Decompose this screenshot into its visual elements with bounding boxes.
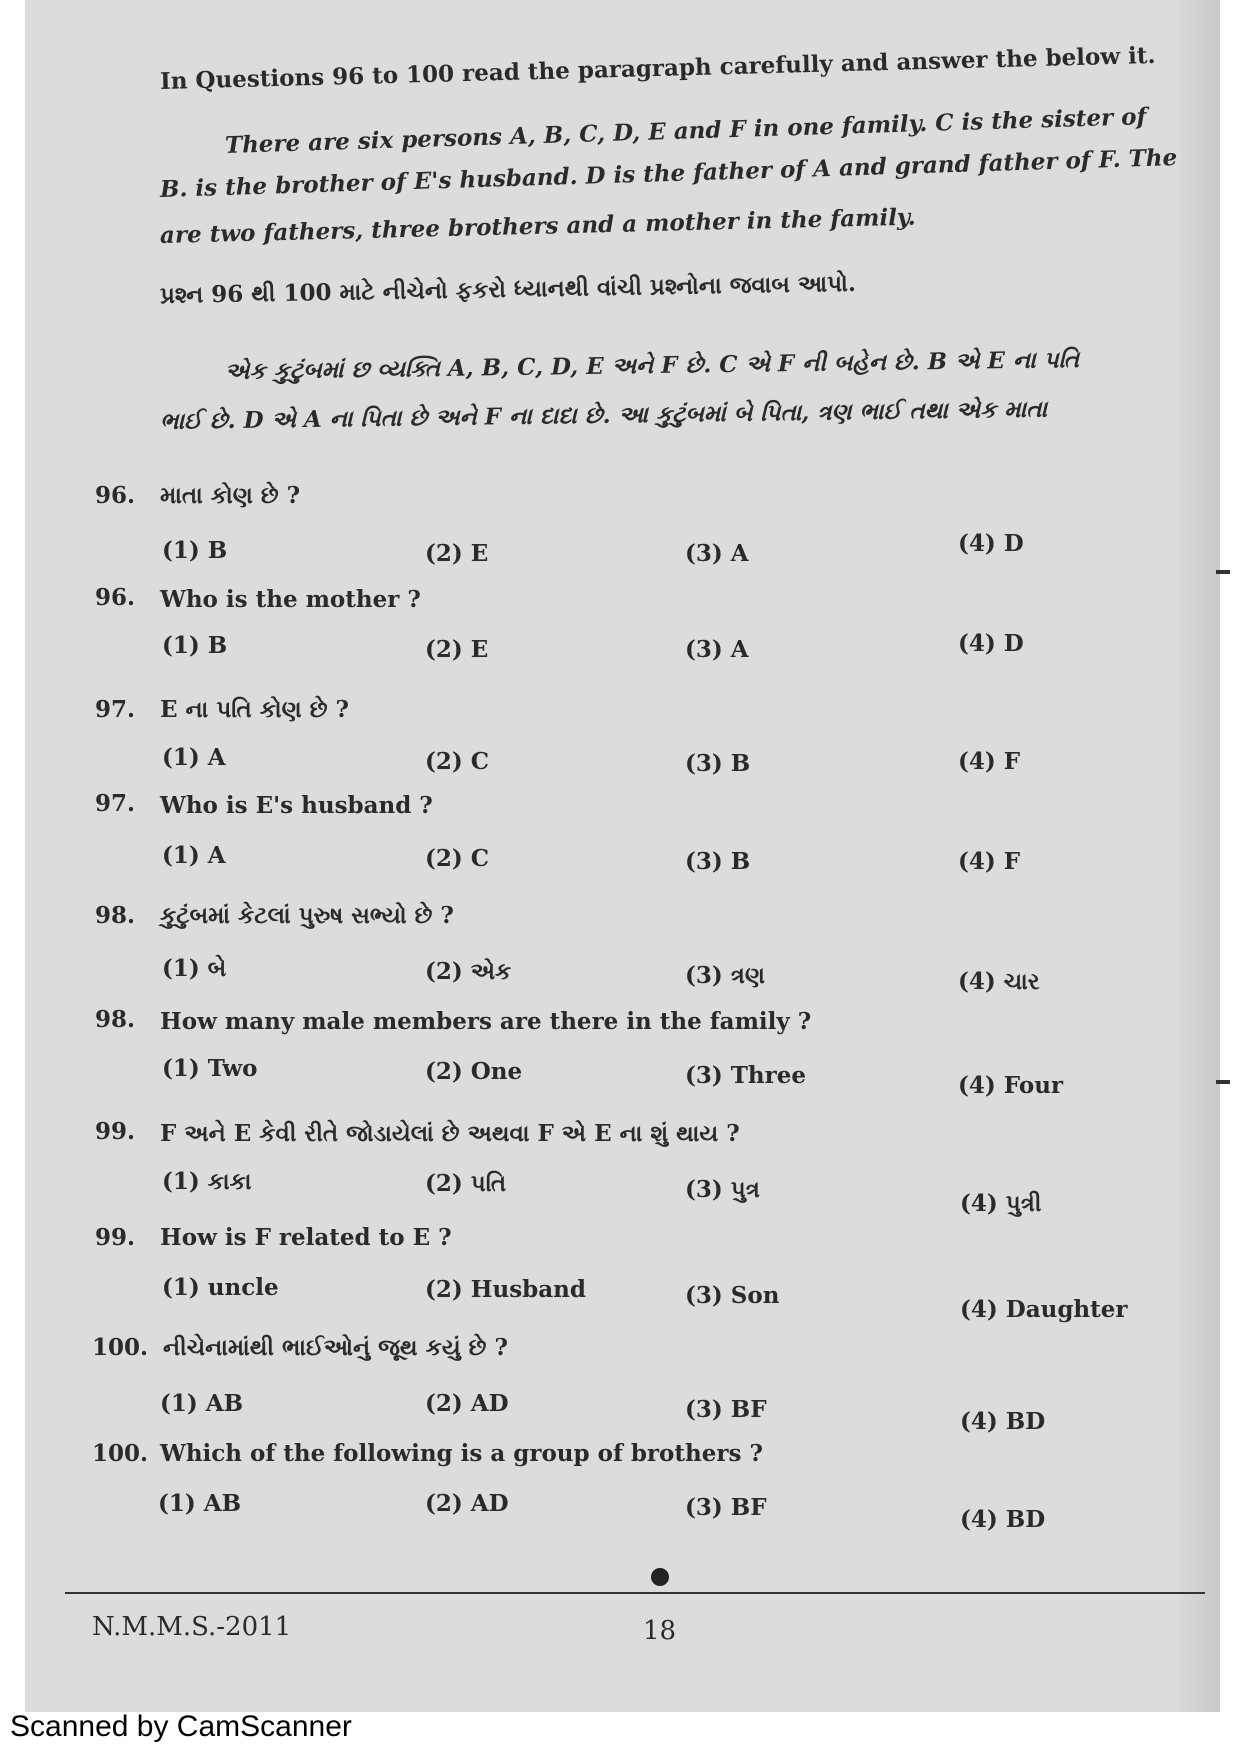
option-2: (2) One — [425, 1058, 523, 1085]
question-number: 98. — [95, 902, 136, 929]
option-3: (3) Three — [685, 1062, 806, 1089]
question-number: 99. — [95, 1118, 136, 1145]
page-number: 18 — [643, 1616, 677, 1646]
question-number: 96. — [95, 482, 136, 509]
option-4: (4) ચાર — [958, 968, 1040, 995]
option-1: (1) B — [162, 537, 228, 564]
question-text: Who is the mother ? — [160, 586, 421, 613]
option-4: (4) Daughter — [960, 1296, 1128, 1323]
question-text: How is F related to E ? — [160, 1224, 452, 1251]
option-2: (2) C — [425, 748, 490, 775]
option-3: (3) Son — [685, 1282, 780, 1309]
paragraph-english-line-1: There are six persons A, B, C, D, E and F in one family. C is the sister of — [224, 103, 1147, 159]
option-3: (3) BF — [685, 1396, 767, 1423]
option-1: (1) A — [162, 842, 226, 869]
instruction-gujarati: પ્રશ્ન 96 થી 100 માટે નીચેનો ફકરો ધ્યાનથી વાંચી પ્રશ્નોના જવાબ આપો. — [159, 269, 857, 309]
option-2: (2) એક — [425, 958, 512, 985]
question-text: Who is E's husband ? — [160, 792, 433, 819]
option-4: (4) BD — [960, 1506, 1046, 1533]
question-text: Which of the following is a group of brothers ? — [160, 1440, 763, 1467]
option-3: (3) પુત્ર — [685, 1176, 760, 1203]
question-text: F અને E કેવી રીતે જોડાયેલાં છે અથવા F એ E ના શું થાય ? — [160, 1120, 740, 1147]
exam-name: N.M.M.S.-2011 — [92, 1612, 292, 1642]
option-1: (1) A — [162, 744, 226, 771]
option-1: (1) કાકા — [162, 1168, 252, 1195]
margin-mark — [1216, 1080, 1230, 1084]
option-1: (1) AB — [158, 1490, 242, 1517]
paragraph-gujarati-line-2: ભાઈ છે. D એ A ના પિતા છે અને F ના દાદા છે. આ કુટુંબમાં બે પિતા, ત્રણ ભાઈ તથા એક માતા — [159, 395, 1048, 435]
option-1: (1) Two — [162, 1055, 258, 1082]
option-4: (4) પુત્રી — [960, 1190, 1042, 1217]
option-4: (4) F — [958, 848, 1021, 875]
option-4: (4) D — [958, 630, 1024, 657]
option-3: (3) B — [685, 750, 751, 777]
question-number: 96. — [95, 584, 136, 611]
question-text: માતા કોણ છે ? — [160, 482, 301, 509]
option-3: (3) A — [685, 540, 749, 567]
question-text: નીચેનામાંથી ભાઈઓનું જૂથ કયું છે ? — [163, 1334, 508, 1361]
option-1: (1) B — [162, 632, 228, 659]
question-text: E ના પતિ કોણ છે ? — [160, 696, 350, 723]
option-2: (2) AD — [425, 1390, 509, 1417]
paragraph-english-line-3: are two fathers, three brothers and a mother in the family. — [159, 203, 916, 249]
paragraph-gujarati-line-1: એક કુટુંબમાં છ વ્યક્તિ A, B, C, D, E અને F છે. C એ F ની બહેન છે. B એ E ના પતિ — [224, 346, 1080, 385]
footer-rule — [65, 1592, 1205, 1594]
instruction-english: In Questions 96 to 100 read the paragraph carefully and answer the below it. — [159, 41, 1156, 95]
question-text: કુટુંબમાં કેટલાં પુરુષ સભ્યો છે ? — [160, 902, 454, 929]
option-2: (2) C — [425, 845, 490, 872]
question-number: 99. — [95, 1224, 136, 1251]
option-1: (1) AB — [160, 1390, 244, 1417]
question-text: How many male members are there in the family ? — [160, 1008, 812, 1035]
option-3: (3) ત્રણ — [685, 962, 765, 989]
scanner-watermark: Scanned by CamScanner — [10, 1710, 352, 1743]
question-number: 97. — [95, 696, 136, 723]
question-number: 100. — [92, 1440, 149, 1467]
question-number: 100. — [92, 1334, 149, 1361]
option-4: (4) BD — [960, 1408, 1046, 1435]
option-2: (2) E — [425, 636, 489, 663]
option-2: (2) E — [425, 540, 489, 567]
margin-mark — [1216, 570, 1230, 574]
option-2: (2) Husband — [425, 1276, 586, 1303]
option-2: (2) પતિ — [425, 1170, 507, 1197]
option-1: (1) uncle — [162, 1274, 279, 1301]
option-4: (4) Four — [958, 1072, 1064, 1099]
page-bullet — [651, 1568, 669, 1586]
option-3: (3) B — [685, 848, 751, 875]
question-number: 97. — [95, 790, 136, 817]
page-edge-shadow — [1180, 0, 1220, 1712]
paragraph-english-line-2: B. is the brother of E's husband. D is the father of A and grand father of F. The — [159, 144, 1178, 203]
option-1: (1) બે — [162, 955, 227, 982]
option-3: (3) BF — [685, 1494, 767, 1521]
option-4: (4) D — [958, 530, 1024, 557]
option-2: (2) AD — [425, 1490, 509, 1517]
option-4: (4) F — [958, 748, 1021, 775]
option-3: (3) A — [685, 636, 749, 663]
question-number: 98. — [95, 1006, 136, 1033]
